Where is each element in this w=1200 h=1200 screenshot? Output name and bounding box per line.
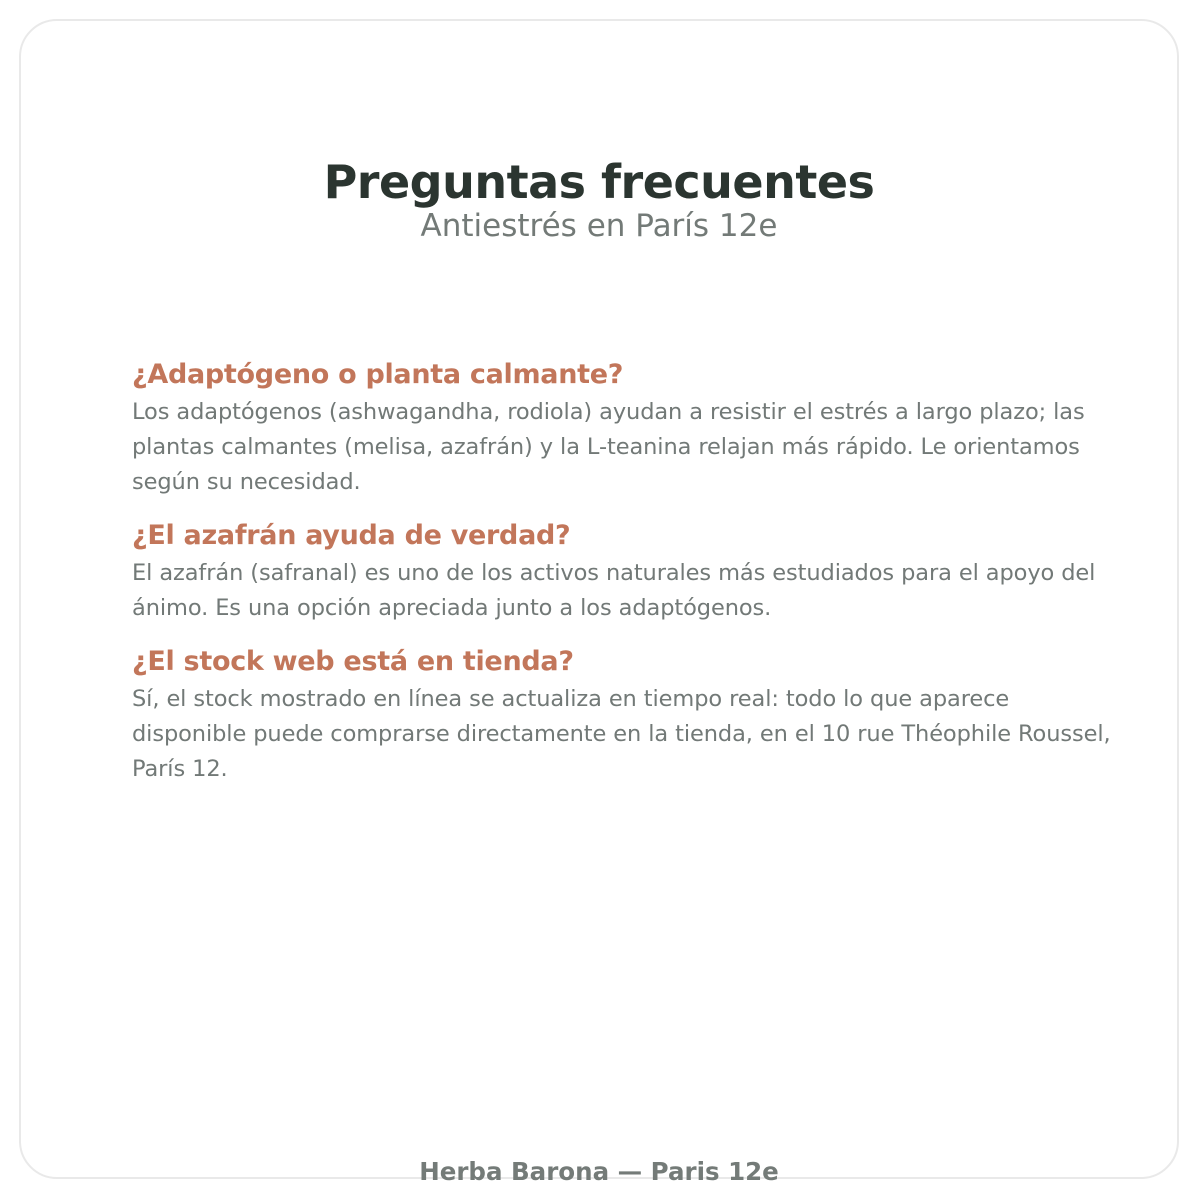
faq-item <box>132 642 1122 787</box>
faq-answer: Los adaptógenos (ashwagandha, rodiola) ayudan a resistir el estrés a largo plazo; las plantas calmantes (melisa, azafrán) y la L-teanina relajan más rápido. Le orientamos según su necesidad. <box>132 399 1085 495</box>
footer-brand: Herba Barona — Paris 12e <box>419 1157 779 1186</box>
faq-answer: El azafrán (safranal) es uno de los activos naturales más estudiados para el apoyo del ánimo. Es una opción apreciada junto a los adaptógenos. <box>132 560 1096 621</box>
faq-question: ¿El stock web está en tienda? <box>132 646 574 677</box>
faq-card <box>19 19 1179 1186</box>
faq-item <box>132 355 1122 500</box>
faq-answer: Sí, el stock mostrado en línea se actualiza en tiempo real: todo lo que aparece disponible puede comprarse directamente en la tienda, en el 10 rue Théophile Roussel, París 12. <box>132 686 1111 782</box>
page-title: Preguntas frecuentes <box>323 154 875 209</box>
page-subtitle: Antiestrés en París 12e <box>420 208 778 244</box>
faq-question: ¿El azafrán ayuda de verdad? <box>132 520 571 551</box>
faq-list <box>132 355 1122 803</box>
faq-item <box>132 516 1122 626</box>
faq-question: ¿Adaptógeno o planta calmante? <box>132 359 624 390</box>
